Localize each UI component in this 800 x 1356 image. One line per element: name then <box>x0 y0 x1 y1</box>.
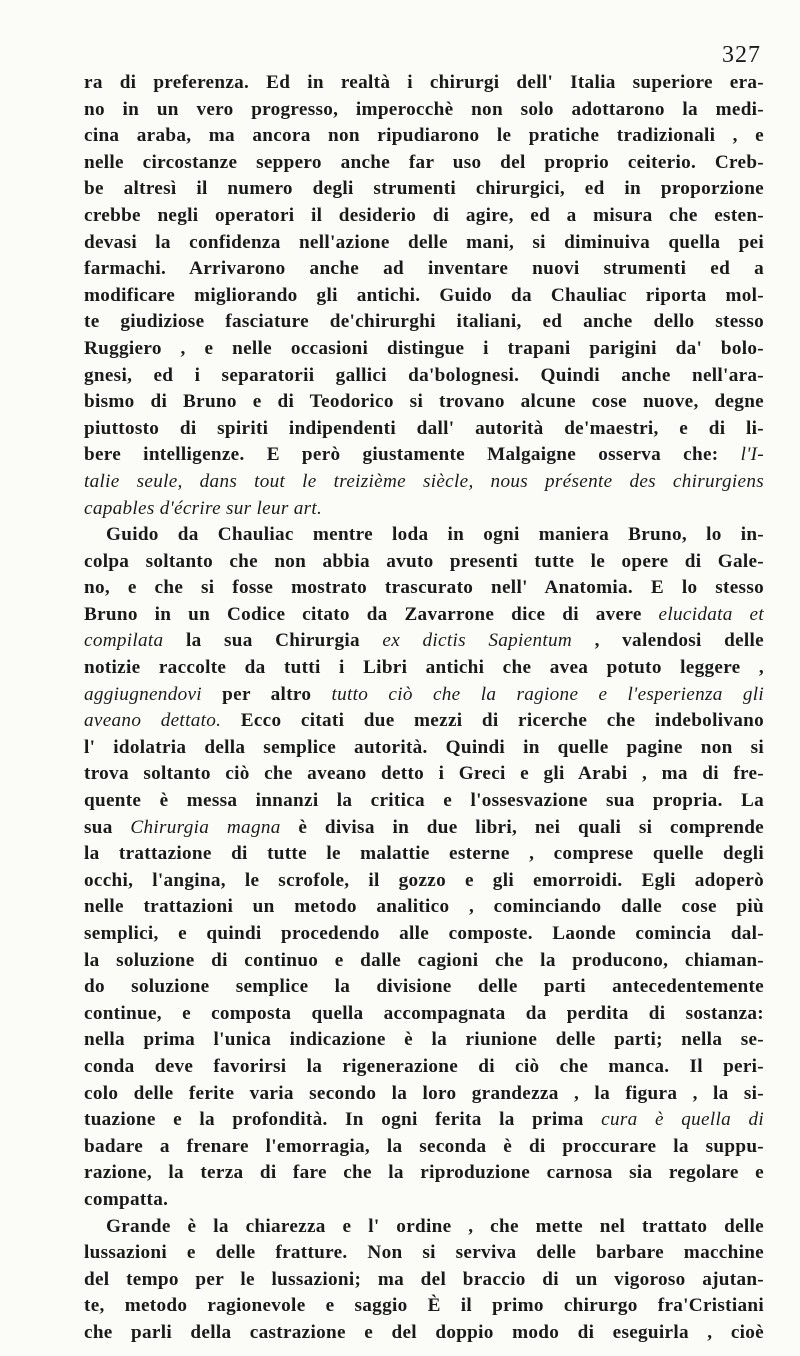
text-line <box>84 1320 764 1347</box>
text-line <box>84 761 764 788</box>
text-line <box>84 1001 764 1028</box>
text-line <box>84 628 764 655</box>
text-segment: la soluzione di continuo e dalle cagioni che la producono, chiaman- <box>84 949 764 971</box>
text-segment: conda deve favorirsi la rigenerazione di ciò che manca. Il peri- <box>84 1055 764 1077</box>
text-line <box>84 230 764 257</box>
text-line <box>84 256 764 283</box>
text-segment: che parli della castrazione e del doppio modo di eseguirla , cioè <box>84 1321 764 1343</box>
text-segment: cina araba, ma ancora non ripudiarono le pratiche tradizionali , e <box>84 125 764 147</box>
text-segment: devasi la confidenza nell'azione delle mani, si diminuiva quella pei <box>84 231 764 253</box>
text-segment: occhi, l'angina, le scrofole, il gozzo e gli emorroidi. Egli adoperò <box>84 869 764 891</box>
text-segment: sua <box>84 816 131 838</box>
text-line <box>84 1054 764 1081</box>
text-segment: compatta. <box>84 1188 169 1210</box>
text-line <box>84 948 764 975</box>
text-segment: piuttosto di spiriti indipendenti dall' autorità de'maestri, e di li- <box>84 417 764 439</box>
text-segment: la sua Chirurgia <box>163 630 383 652</box>
text-line <box>84 1107 764 1134</box>
text-segment: be altresì il numero degli strumenti chirurgici, ed in proporzione <box>84 178 764 200</box>
text-segment: gnesi, ed i separatorii gallici da'bolognesi. Quindi anche nell'ara- <box>84 364 764 386</box>
text-line <box>84 868 764 895</box>
text-segment: do soluzione semplice la divisione delle parti antecedentemente <box>84 976 764 998</box>
text-segment: nelle circostanze seppero anche far uso del proprio ceiterio. Creb- <box>84 151 764 173</box>
italic-segment: tutto ciò che la ragione e l'esperienza gli <box>331 683 764 705</box>
text-line <box>84 549 764 576</box>
text-segment: quente è messa innanzi la critica e l'ossesvazione sua propria. La <box>84 790 764 812</box>
text-line <box>84 921 764 948</box>
italic-segment: aggiugnendovi <box>84 683 202 705</box>
text-line <box>84 70 764 97</box>
text-line <box>84 97 764 124</box>
text-line <box>84 283 764 310</box>
text-line <box>84 496 764 523</box>
text-line <box>84 1081 764 1108</box>
text-segment: nella prima l'unica indicazione è la riunione delle parti; nella se- <box>84 1029 764 1051</box>
text-line <box>84 442 764 469</box>
text-line <box>84 336 764 363</box>
text-line <box>84 602 764 629</box>
text-segment: la trattazione di tutte le malattie esterne , comprese quelle degli <box>84 843 764 865</box>
text-line <box>84 176 764 203</box>
text-line <box>84 469 764 496</box>
text-segment: per altro <box>201 683 332 705</box>
text-line <box>84 974 764 1001</box>
text-segment: continue, e composta quella accompagnata da perdita di sostanza: <box>84 1002 764 1024</box>
text-segment: Ecco citati due mezzi di ricerche che indebolivano <box>221 710 764 732</box>
text-segment: tuazione e la profondità. In ogni ferita la prima <box>84 1109 602 1131</box>
text-line <box>84 894 764 921</box>
page-number: 327 <box>722 42 761 68</box>
text-line <box>84 363 764 390</box>
italic-segment: Chirurgia magna <box>130 816 281 838</box>
italic-segment: cura è quella di <box>601 1109 764 1131</box>
text-segment: no, e che si fosse mostrato trascurato nell' Anatomia. E lo stesso <box>84 577 764 599</box>
text-segment: modificare migliorando gli antichi. Guido da Chauliac riporta mol- <box>84 284 764 306</box>
text-segment: , valendosi delle <box>572 630 764 652</box>
text-line <box>84 1240 764 1267</box>
text-line <box>84 123 764 150</box>
text-line <box>84 655 764 682</box>
text-segment: Bruno in un Codice citato da Zavarrone dice di avere <box>84 603 659 625</box>
body-text <box>84 70 764 1347</box>
text-segment: te, metodo ragionevole e saggio È il primo chirurgo fra'Cristiani <box>84 1295 764 1317</box>
italic-segment: ex dictis Sapientum <box>382 630 573 652</box>
text-line <box>84 389 764 416</box>
text-line <box>84 575 764 602</box>
text-segment: bere intelligenze. E però giustamente Malgaigne osserva che: <box>84 444 741 466</box>
text-line <box>84 416 764 443</box>
text-segment: lussazioni e delle fratture. Non si serviva delle barbare macchine <box>84 1242 764 1264</box>
text-segment: semplici, e quindi procedendo alle composte. Laonde comincia dal- <box>84 923 764 944</box>
text-segment: badare a frenare l'emorragia, la seconda è di proccurare la suppu- <box>84 1135 764 1157</box>
text-segment: Grande è la chiarezza e l' ordine , che mette nel trattato delle <box>106 1215 764 1237</box>
text-segment: bismo di Bruno e di Teodorico si trovano alcune cose nuove, degne <box>84 391 764 413</box>
text-line <box>84 1187 764 1214</box>
italic-segment: aveano dettato. <box>84 710 222 732</box>
text-segment: trova soltanto ciò che aveano detto i Greci e gli Arabi , ma di fre- <box>84 763 764 785</box>
text-line <box>84 735 764 762</box>
text-segment: nelle trattazioni un metodo analitico , cominciando dalle cose più <box>84 896 764 918</box>
text-segment: farmachi. Arrivarono anche ad inventare nuovi strumenti ed a <box>84 258 764 280</box>
text-line <box>84 150 764 177</box>
text-line <box>84 203 764 230</box>
text-line <box>84 841 764 868</box>
text-line <box>84 1293 764 1320</box>
text-line <box>84 815 764 842</box>
text-line <box>84 788 764 815</box>
text-segment: Ruggiero , e nelle occasioni distingue i trapani parigini da' bolo- <box>84 337 764 359</box>
italic-segment: compilata <box>84 630 164 652</box>
text-line <box>84 1027 764 1054</box>
text-segment: ra di preferenza. Ed in realtà i chirurgi dell' Italia superiore era- <box>84 72 764 93</box>
text-line <box>84 682 764 709</box>
text-line <box>84 708 764 735</box>
text-line <box>84 1160 764 1187</box>
italic-segment: talie seule, dans tout le treizième siècle, nous présente des chirurgiens <box>84 470 764 492</box>
text-segment: l' idolatria della semplice autorità. Quindi in quelle pagine non si <box>84 736 764 758</box>
text-segment: razione, la terza di fare che la riproduzione carnosa sia regolare e <box>84 1162 764 1184</box>
text-line <box>84 309 764 336</box>
italic-segment: capables d'écrire sur leur art. <box>84 497 323 519</box>
text-segment: è divisa in due libri, nei quali si comprende <box>280 816 764 838</box>
text-segment: te giudiziose fasciature de'chirurghi italiani, ed anche dello stesso <box>84 311 764 333</box>
text-line <box>84 1134 764 1161</box>
italic-segment: l'I- <box>740 444 764 466</box>
text-segment: colpa soltanto che non abbia avuto presenti tutte le opere di Gale- <box>84 550 764 572</box>
text-segment: notizie raccolte da tutti i Libri antichi che avea potuto leggere , <box>84 657 764 679</box>
text-line <box>84 1267 764 1294</box>
text-segment: colo delle ferite varia secondo la loro grandezza , la figura , la si- <box>84 1082 764 1104</box>
text-line <box>84 1214 764 1241</box>
text-segment: no in un vero progresso, imperocchè non solo adottarono la medi- <box>84 98 764 120</box>
text-segment: del tempo per le lussazioni; ma del braccio di un vigoroso ajutan- <box>84 1268 764 1290</box>
text-line <box>84 522 764 549</box>
italic-segment: elucidata et <box>658 603 764 625</box>
text-segment: Guido da Chauliac mentre loda in ogni maniera Bruno, lo in- <box>106 524 764 546</box>
text-segment: crebbe negli operatori il desiderio di agire, ed a misura che esten- <box>84 204 764 226</box>
